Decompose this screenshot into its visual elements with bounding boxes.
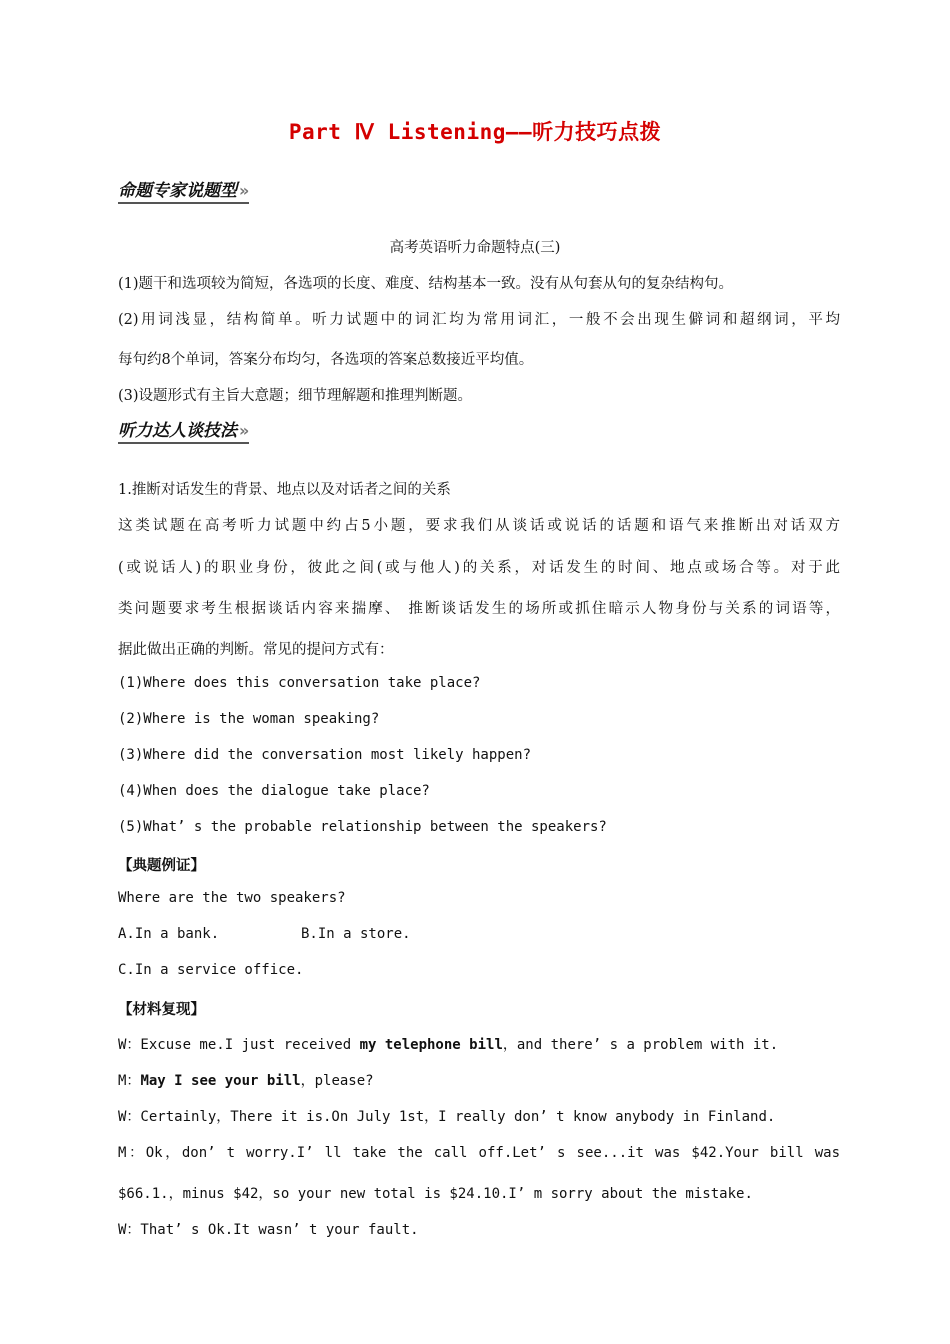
transcript-text: W：Excuse me.I just received bbox=[118, 1037, 360, 1053]
transcript-text: M： bbox=[118, 1073, 141, 1089]
section-heading-question-types bbox=[118, 176, 249, 204]
technique-heading: 1.推断对话发生的背景、地点以及对话者之间的关系 bbox=[118, 482, 451, 498]
example-label: 【典题例证】 bbox=[118, 857, 205, 874]
question-form-3: (3)Where did the conversation most likely happen? bbox=[118, 747, 532, 763]
transcript-keyword: my telephone bill bbox=[359, 1037, 503, 1053]
page-title: Part Ⅳ Listening——听力技巧点拨 bbox=[288, 120, 662, 144]
transcript-text: ，and there’ s a problem with it. bbox=[502, 1037, 779, 1053]
example-option-b: B.In a store. bbox=[301, 926, 411, 942]
section-heading-label: 命题专家说题型 bbox=[118, 181, 237, 201]
section-heading-techniques bbox=[118, 416, 249, 444]
question-form-1: (1)Where does this conversation take place? bbox=[118, 675, 481, 691]
features-heading: 高考英语听力命题特点(三) bbox=[389, 240, 561, 256]
feature-item-3: (3)设题形式有主旨大意题；细节理解题和推理判断题。 bbox=[118, 388, 473, 404]
question-form-4: (4)When does the dialogue take place? bbox=[118, 783, 430, 799]
transcript-line bbox=[118, 1034, 778, 1054]
example-option-a: A.In a bank. bbox=[118, 926, 220, 942]
transcript-line: $66.1.，minus $42，so your new total is $24.10.I’ m sorry about the mistake. bbox=[118, 1186, 753, 1202]
question-form-5: (5)What’ s the probable relationship between the speakers? bbox=[118, 819, 607, 835]
technique-paragraph-line: 这类试题在高考听力试题中约占5小题，要求我们从谈话或说话的话题和语气来推断出对话双方 bbox=[118, 518, 840, 534]
transcript-line: W：That’ s Ok.It wasn’ t your fault. bbox=[118, 1222, 419, 1238]
transcript-line: W：Certainly，There it is.On July 1st，I really don’ t know anybody in Finland. bbox=[118, 1109, 776, 1125]
technique-paragraph-line: (或说话人)的职业身份，彼此之间(或与他人)的关系，对话发生的时间、地点或场合等。对于此 bbox=[118, 560, 840, 576]
feature-item-2b: 每句约8个单词，答案分布均匀，各选项的答案总数接近平均值。 bbox=[118, 352, 534, 368]
transcript-text: ，please? bbox=[300, 1073, 374, 1089]
technique-paragraph-line: 据此做出正确的判断。常见的提问方式有： bbox=[118, 642, 394, 658]
transcript-keyword: May I see your bill bbox=[140, 1073, 301, 1089]
example-option-c: C.In a service office. bbox=[118, 962, 304, 978]
transcript-label: 【材料复现】 bbox=[118, 1001, 205, 1018]
transcript-line: M：Ok，don’ t worry.I’ ll take the call off.Let’ s see...it was $42.Your bill was bbox=[118, 1145, 840, 1161]
chevron-icon: » bbox=[239, 181, 250, 200]
feature-item-1: (1)题干和选项较为简短，各选项的长度、难度、结构基本一致。没有从句套从句的复杂结构句。 bbox=[118, 276, 734, 292]
chevron-icon: » bbox=[239, 421, 250, 440]
feature-item-2a: (2)用词浅显，结构简单。听力试题中的词汇均为常用词汇，一般不会出现生僻词和超纲词，平均 bbox=[118, 312, 840, 328]
example-question: Where are the two speakers? bbox=[118, 890, 346, 906]
technique-paragraph-line: 类问题要求考生根据谈话内容来揣摩、 推断谈话发生的场所或抓住暗示人物身份与关系的词语等， bbox=[118, 601, 840, 617]
transcript-line bbox=[118, 1070, 374, 1090]
section-heading-label: 听力达人谈技法 bbox=[118, 421, 237, 441]
question-form-2: (2)Where is the woman speaking? bbox=[118, 711, 380, 727]
